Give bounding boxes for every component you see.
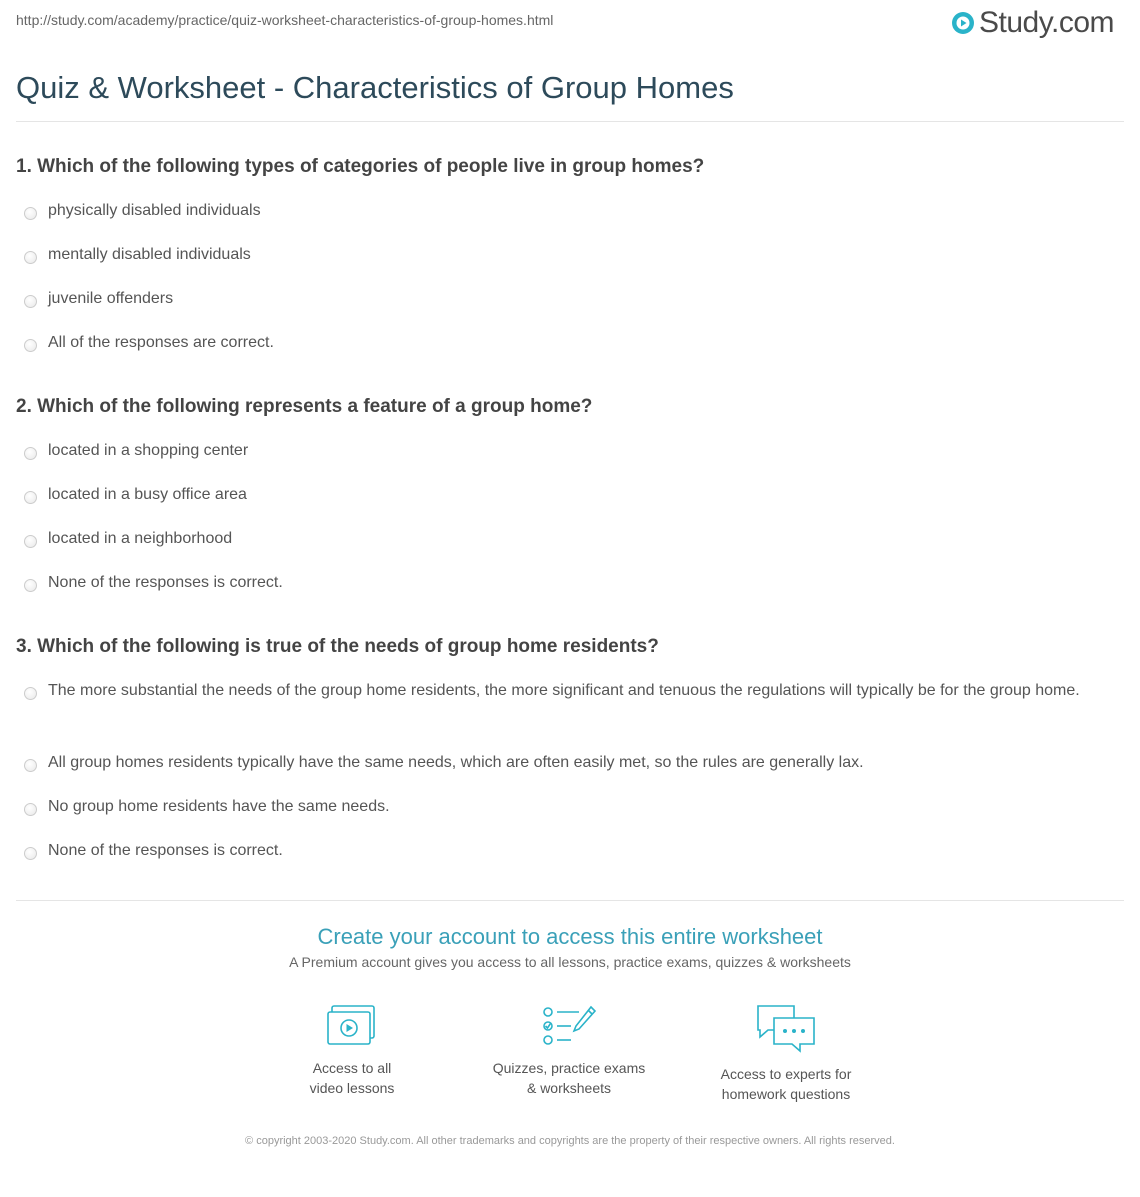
answer-text: located in a busy office area (48, 486, 247, 503)
logo-text: Study.com (979, 6, 1114, 39)
answer-text: All group homes residents typically have the same needs, which are often easily met, so the rules are generally lax. (48, 754, 864, 771)
feature-label-line: Access to experts for (720, 1066, 852, 1082)
feature-video-lessons (252, 1004, 452, 1098)
question-3: 3. Which of the following is true of the needs of group home residents? (16, 636, 659, 657)
radio-button[interactable] (24, 491, 37, 504)
answer-option[interactable] (24, 291, 1116, 313)
quiz-checklist-icon (541, 1004, 597, 1048)
answer-text: located in a neighborhood (48, 530, 233, 547)
chat-bubbles-icon (754, 1004, 818, 1054)
answer-option[interactable] (24, 335, 1116, 357)
radio-button[interactable] (24, 207, 37, 220)
answer-text: physically disabled individuals (48, 202, 261, 219)
answer-option[interactable] (24, 755, 1116, 777)
answer-text: The more substantial the needs of the group home residents, the more significant and tenuous the regulations will typically be for the group home. (48, 682, 1080, 699)
answer-option[interactable] (24, 247, 1116, 269)
page-title: Quiz & Worksheet - Characteristics of Group Homes (16, 70, 734, 105)
radio-button[interactable] (24, 447, 37, 460)
feature-label-line: Quizzes, practice exams (492, 1060, 646, 1076)
radio-button[interactable] (24, 295, 37, 308)
question-1: 1. Which of the following types of categories of people live in group homes? (16, 156, 705, 177)
answer-text: located in a shopping center (48, 442, 249, 459)
copyright-notice: © copyright 2003-2020 Study.com. All other trademarks and copyrights are the property of their respective owners. All rights reserved. (245, 1135, 895, 1147)
radio-button[interactable] (24, 687, 37, 700)
play-circle-icon (951, 11, 975, 35)
feature-label-line: Access to all (312, 1060, 392, 1076)
radio-button[interactable] (24, 535, 37, 548)
premium-description: A Premium account gives you access to all lessons, practice exams, quizzes & worksheets (289, 954, 851, 970)
question-2: 2. Which of the following represents a feature of a group home? (16, 396, 593, 417)
answer-option[interactable] (24, 443, 1116, 465)
answer-option[interactable] (24, 575, 1116, 597)
answer-text: mentally disabled individuals (48, 246, 251, 263)
answer-option[interactable] (24, 843, 1116, 865)
feature-label-line: homework questions (721, 1086, 851, 1102)
radio-button[interactable] (24, 847, 37, 860)
answer-option[interactable] (24, 799, 1116, 821)
radio-button[interactable] (24, 579, 37, 592)
radio-button[interactable] (24, 251, 37, 264)
answer-option[interactable] (24, 531, 1116, 553)
radio-button[interactable] (24, 759, 37, 772)
feature-experts (686, 1004, 886, 1104)
video-lessons-icon (326, 1004, 378, 1048)
feature-quizzes (469, 1004, 669, 1098)
feature-label-line: video lessons (309, 1080, 395, 1096)
answer-text: All of the responses are correct. (48, 334, 274, 351)
page-url: http://study.com/academy/practice/quiz-worksheet-characteristics-of-group-homes.html (16, 12, 554, 28)
study-logo[interactable] (951, 6, 1114, 40)
answer-option[interactable] (24, 487, 1116, 509)
feature-label-line: & worksheets (526, 1080, 612, 1096)
answer-text: None of the responses is correct. (48, 574, 283, 591)
section-divider (16, 900, 1124, 901)
answer-option[interactable] (24, 683, 1116, 705)
create-account-link[interactable]: Create your account to access this entire worksheet (317, 924, 823, 949)
radio-button[interactable] (24, 339, 37, 352)
answer-text: juvenile offenders (48, 290, 174, 307)
answer-text: No group home residents have the same needs. (48, 798, 390, 815)
title-divider (16, 121, 1124, 122)
answer-text: None of the responses is correct. (48, 842, 283, 859)
answer-option[interactable] (24, 203, 1116, 225)
radio-button[interactable] (24, 803, 37, 816)
